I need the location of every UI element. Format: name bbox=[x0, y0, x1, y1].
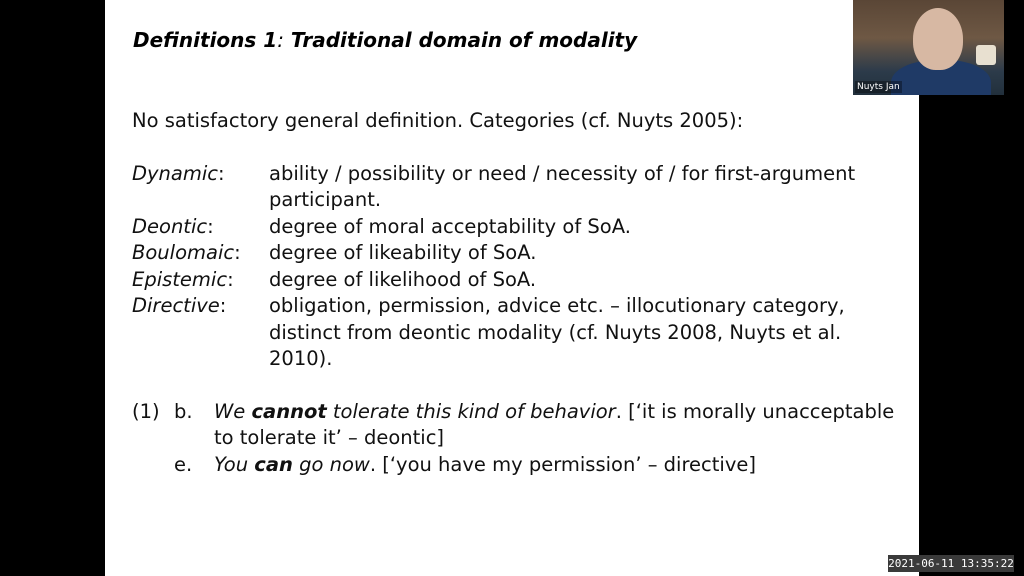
slide-title bbox=[133, 28, 637, 52]
term-colon: : bbox=[218, 161, 225, 185]
definition-row bbox=[132, 214, 902, 241]
definition-term bbox=[132, 214, 269, 241]
term-colon: : bbox=[219, 294, 227, 317]
slide-body bbox=[132, 108, 902, 478]
example-bold: can bbox=[254, 452, 293, 476]
definition-term bbox=[132, 161, 269, 214]
recording-timestamp: 2021-06-11 13:35:22 bbox=[888, 557, 1014, 570]
example-italic: You bbox=[214, 452, 255, 476]
participant-head bbox=[913, 8, 963, 70]
term-name: Deontic bbox=[132, 214, 208, 238]
definition-row bbox=[132, 240, 902, 267]
definition-text: obligation, permission, advice etc. – illocutionary category, distinct from deontic modality (cf. Nuyts 2008, Nuyts et al. 2010). bbox=[269, 294, 845, 370]
title-part2: Traditional domain of modality bbox=[290, 28, 638, 52]
example-italic: We bbox=[214, 399, 252, 423]
title-part1: Definitions 1 bbox=[133, 28, 278, 52]
definition-text: degree of likelihood of SoA. bbox=[269, 267, 537, 291]
term-name: Boulomaic bbox=[132, 241, 235, 264]
term-colon: : bbox=[207, 214, 214, 238]
example-number: (1) bbox=[132, 399, 160, 423]
definition-term bbox=[132, 267, 269, 294]
definition-text: degree of likeability of SoA. bbox=[269, 241, 537, 264]
definition-term bbox=[132, 240, 269, 267]
title-colon: : bbox=[277, 28, 284, 52]
definition-text: degree of moral acceptability of SoA. bbox=[269, 214, 631, 238]
example-letter: b. bbox=[174, 399, 193, 423]
example-gloss: . [‘you have my permission’ – directive] bbox=[369, 452, 756, 476]
participant-video-tile[interactable] bbox=[853, 0, 1004, 95]
presentation-slide bbox=[105, 0, 919, 576]
intro-text: No satisfactory general definition. Categories (cf. Nuyts 2005): bbox=[132, 109, 744, 132]
background-lamp bbox=[976, 45, 996, 65]
example-italic: tolerate this kind of behavior bbox=[326, 399, 616, 423]
definition-term bbox=[132, 293, 269, 373]
example-row bbox=[132, 399, 902, 452]
definition-text: ability / possibility or need / necessity of / for first-argument participant. bbox=[269, 161, 856, 211]
example-row bbox=[132, 452, 902, 479]
example-text bbox=[214, 399, 902, 452]
term-name: Epistemic bbox=[132, 267, 228, 291]
example-bold: cannot bbox=[251, 399, 327, 423]
term-colon: : bbox=[234, 241, 241, 264]
definition-row bbox=[132, 293, 902, 373]
example-italic: go now bbox=[292, 452, 370, 476]
example-text bbox=[214, 452, 902, 479]
definition-row bbox=[132, 161, 902, 214]
example-number bbox=[132, 452, 174, 479]
example-gloss: . [‘it is morally unacceptable to tolerate it’ – deontic] bbox=[214, 399, 895, 449]
term-name: Directive bbox=[132, 294, 220, 317]
term-colon: : bbox=[227, 267, 234, 291]
term-name: Dynamic bbox=[132, 161, 218, 185]
definition-row bbox=[132, 267, 902, 294]
example-letter: e. bbox=[174, 452, 193, 476]
participant-name: Nuyts Jan bbox=[857, 82, 900, 92]
